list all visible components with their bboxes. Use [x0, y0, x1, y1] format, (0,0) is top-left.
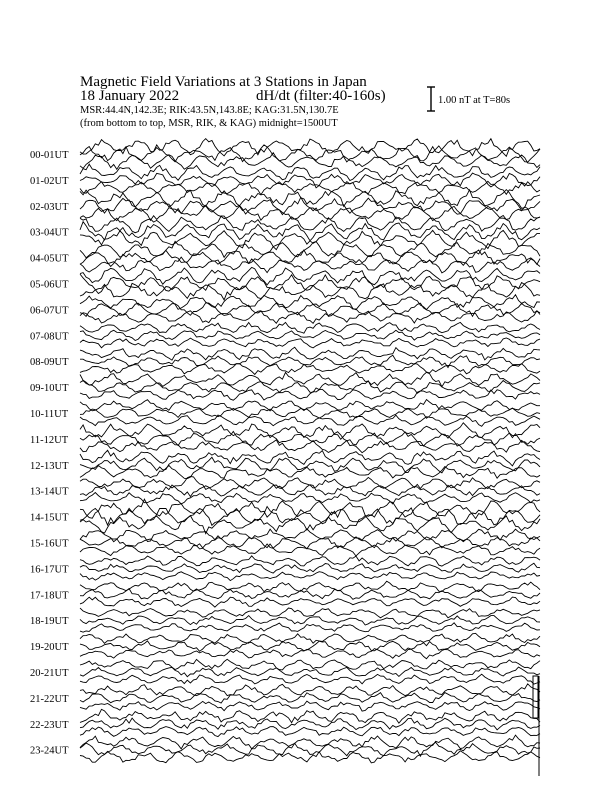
trace-line	[80, 616, 540, 625]
hour-label: 21-22UT	[30, 693, 69, 705]
hour-label: 22-23UT	[30, 719, 69, 731]
hour-label: 20-21UT	[30, 668, 69, 679]
trace-line	[80, 667, 540, 677]
hour-label: 14-15UT	[30, 512, 69, 524]
hour-label: 08-09UT	[30, 357, 69, 369]
trace-line	[80, 485, 540, 497]
hour-label: 07-08UT	[30, 331, 69, 343]
trace-line	[80, 735, 540, 749]
trace-line	[80, 649, 540, 659]
hour-label: 09-10UT	[30, 383, 69, 395]
trace-line	[80, 372, 540, 386]
hour-label: 19-20UT	[30, 642, 69, 654]
trace-line	[80, 477, 540, 490]
station-order-note: (from bottom to top, MSR, RIK, & KAG) midnight=1500UT	[80, 118, 338, 129]
trace-line	[80, 190, 540, 209]
trace-rows	[30, 139, 540, 776]
hour-label: 17-18UT	[30, 590, 69, 602]
trace-line	[80, 718, 540, 730]
chart-date: 18 January 2022	[80, 88, 180, 104]
trace-line	[80, 400, 540, 411]
trace-line	[80, 556, 540, 566]
trace-line	[80, 322, 540, 333]
trace-line	[80, 623, 540, 632]
hour-label: 13-14UT	[30, 486, 69, 498]
trace-line	[80, 408, 540, 418]
trace-line	[80, 674, 540, 684]
trace-line	[80, 693, 540, 703]
trace-line	[80, 465, 540, 478]
station-coordinates: MSR:44.4N,142.3E; RIK:43.5N,143.8E; KAG:31.5N,130.7E	[80, 105, 339, 116]
trace-line	[80, 389, 540, 400]
hour-label: 05-06UT	[30, 279, 69, 291]
hour-label: 02-03UT	[30, 201, 69, 213]
trace-line	[80, 608, 540, 618]
hour-label: 00-01UT	[30, 150, 69, 161]
trace-line	[80, 241, 540, 257]
trace-line	[80, 709, 540, 723]
trace-line	[80, 684, 540, 696]
trace-line	[80, 355, 540, 367]
trace-line	[80, 659, 540, 670]
hour-label: 03-04UT	[30, 227, 69, 239]
trace-line	[80, 283, 540, 300]
trace-line	[80, 633, 540, 643]
end-marker-box	[533, 676, 538, 718]
trace-line	[80, 572, 540, 581]
trace-line	[80, 544, 540, 556]
trace-line	[80, 222, 540, 241]
hour-label: 18-19UT	[30, 616, 69, 628]
trace-line	[80, 751, 540, 763]
trace-line	[80, 295, 540, 310]
hour-label: 10-11UT	[30, 409, 69, 420]
hour-label: 16-17UT	[30, 564, 69, 576]
trace-line	[80, 597, 540, 607]
hour-label: 04-05UT	[30, 253, 69, 265]
trace-line	[80, 537, 540, 549]
trace-line	[80, 563, 540, 573]
trace-line	[80, 197, 540, 214]
chart-quantity: dH/dt (filter:40-160s)	[256, 88, 386, 104]
chart-title: Magnetic Field Variations at 3 Stations in Japan	[80, 74, 367, 90]
trace-line	[80, 338, 540, 348]
trace-line	[80, 330, 540, 340]
hour-label: 23-24UT	[30, 745, 69, 757]
hour-label: 11-12UT	[30, 434, 69, 446]
trace-line	[80, 267, 540, 285]
hour-label: 01-02UT	[30, 175, 69, 187]
scale-bar-label: 1.00 nT at T=80s	[438, 95, 511, 106]
trace-line	[80, 581, 540, 591]
trace-line	[80, 507, 540, 526]
trace-line	[80, 516, 540, 534]
trace-line	[80, 589, 540, 600]
trace-line	[80, 250, 540, 266]
hour-label: 12-13UT	[30, 460, 69, 472]
trace-line	[80, 173, 540, 188]
trace-line	[80, 431, 540, 446]
scale-bar	[427, 87, 510, 111]
hour-label: 06-07UT	[30, 305, 69, 317]
hour-label: 15-16UT	[30, 538, 69, 550]
